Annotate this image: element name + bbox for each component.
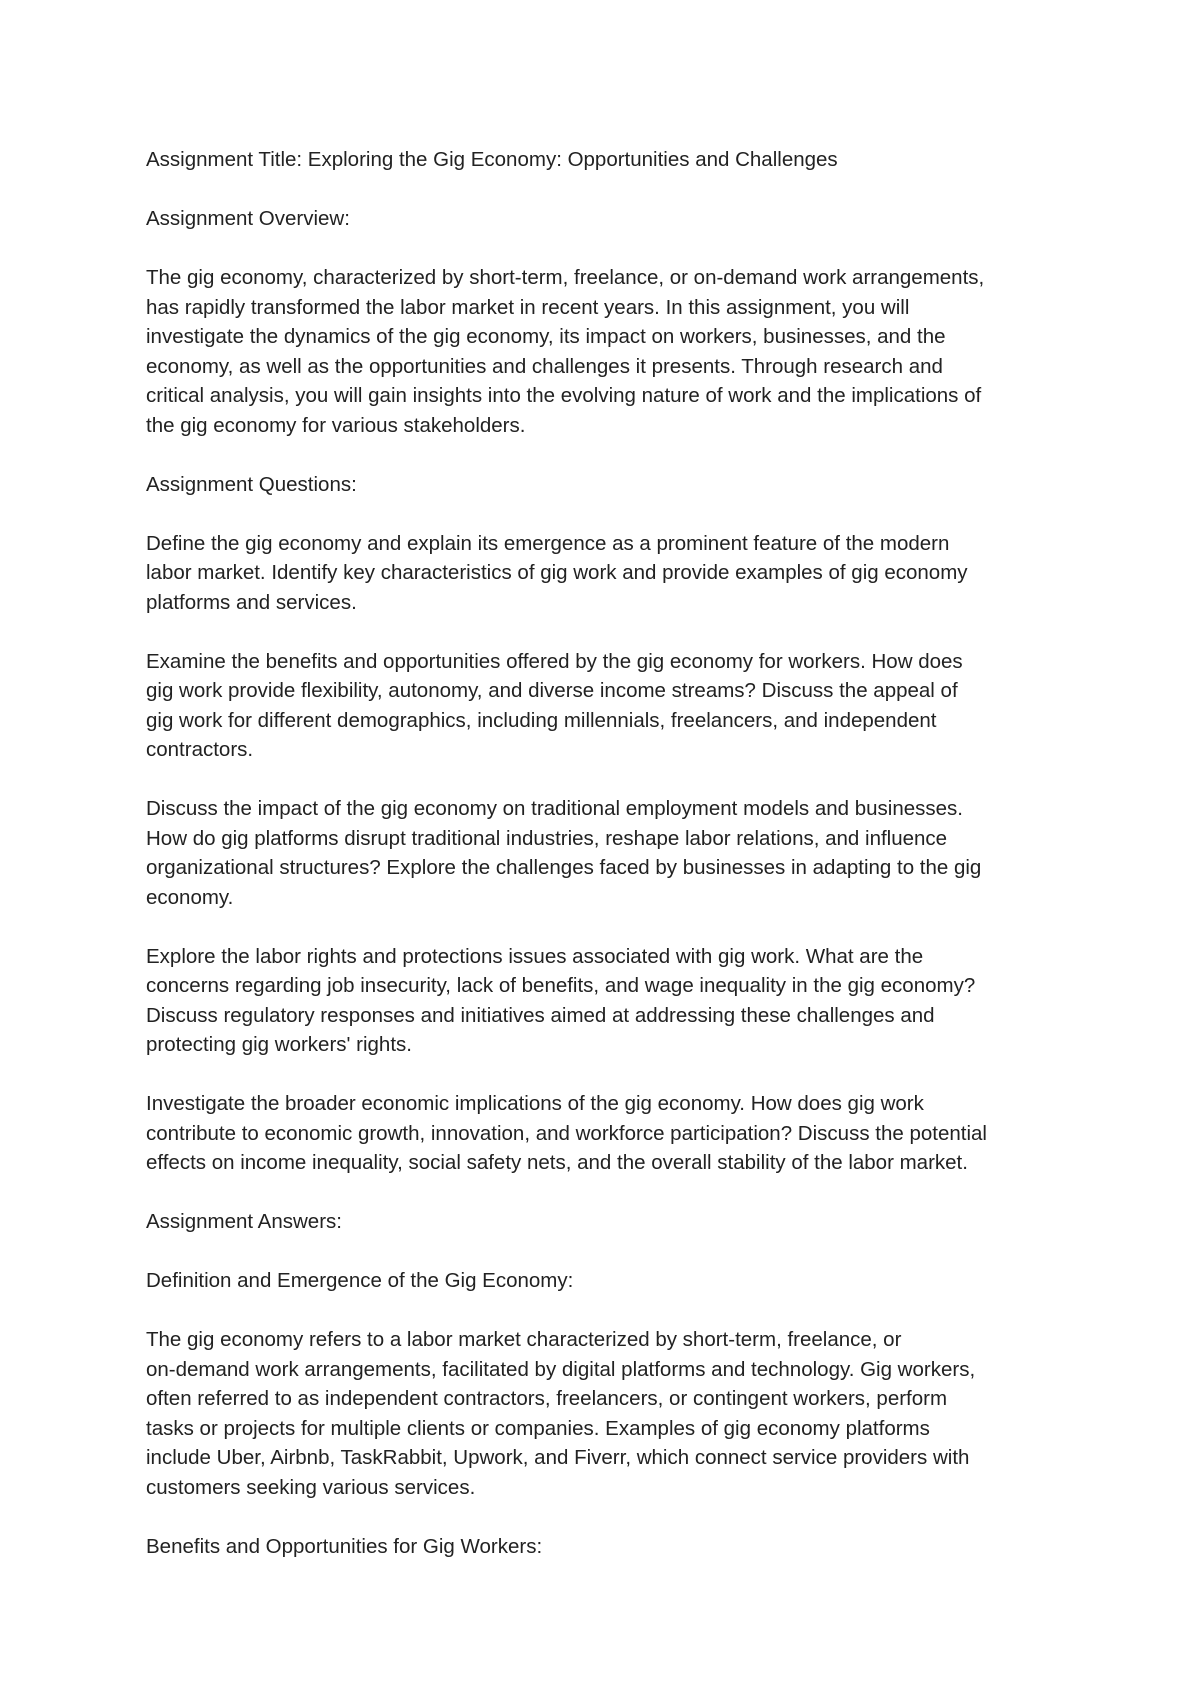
overview-heading: Assignment Overview: xyxy=(146,207,350,230)
question-line: How do gig platforms disrupt traditional industries, reshape labor relations, and influence xyxy=(146,826,948,850)
question-line: gig work for different demographics, including millennials, freelancers, and independent xyxy=(146,708,937,732)
question-paragraph-5 xyxy=(146,1089,1066,1178)
document-page xyxy=(146,145,1066,1591)
question-line: Investigate the broader economic implications of the gig economy. How does gig work xyxy=(146,1092,924,1115)
answer-line: include Uber, Airbnb, TaskRabbit, Upwork, and Fiverr, which connect service providers with xyxy=(146,1446,970,1469)
answer-line: on-demand work arrangements, facilitated by digital platforms and technology. Gig workers, xyxy=(146,1357,976,1381)
question-line: Discuss regulatory responses and initiatives aimed at addressing these challenges and xyxy=(146,1003,935,1027)
question-line: protecting gig workers' rights. xyxy=(146,1033,412,1056)
question-line: organizational structures? Explore the challenges faced by businesses in adapting to the gig xyxy=(146,856,982,879)
overview-line: The gig economy, characterized by short-term, freelance, or on-demand work arrangements, xyxy=(146,266,985,289)
overview-line: the gig economy for various stakeholders. xyxy=(146,413,526,437)
question-line: Examine the benefits and opportunities offered by the gig economy for workers. How does xyxy=(146,649,963,673)
answers-heading: Assignment Answers: xyxy=(146,1210,342,1233)
question-line: contractors. xyxy=(146,738,254,761)
question-line: labor market. Identify key characteristics of gig work and provide examples of gig economy xyxy=(146,561,968,584)
question-line: contribute to economic growth, innovation, and workforce participation? Discuss the potential xyxy=(146,1121,987,1145)
answer2-heading: Benefits and Opportunities for Gig Workers: xyxy=(146,1534,543,1558)
answer-line: customers seeking various services. xyxy=(146,1475,476,1499)
assignment-title: Assignment Title: Exploring the Gig Economy: Opportunities and Challenges xyxy=(146,148,838,171)
question-line: Define the gig economy and explain its emergence as a prominent feature of the modern xyxy=(146,531,950,555)
answer-line: The gig economy refers to a labor market characterized by short-term, freelance, or xyxy=(146,1328,902,1351)
question-line: gig work provide flexibility, autonomy, and diverse income streams? Discuss the appeal of xyxy=(146,679,958,702)
answer-line: often referred to as independent contractors, freelancers, or contingent workers, perform xyxy=(146,1387,948,1410)
question-line: Discuss the impact of the gig economy on traditional employment models and businesses. xyxy=(146,797,964,820)
question-paragraph-3 xyxy=(146,794,1066,912)
overview-line: critical analysis, you will gain insights into the evolving nature of work and the implications of xyxy=(146,384,982,407)
overview-line: economy, as well as the opportunities and challenges it presents. Through research and xyxy=(146,354,943,378)
overview-line: investigate the dynamics of the gig economy, its impact on workers, businesses, and the xyxy=(146,325,946,348)
question-line: platforms and services. xyxy=(146,590,357,614)
answer-line: tasks or projects for multiple clients or companies. Examples of gig economy platforms xyxy=(146,1416,930,1440)
answer1-paragraph xyxy=(146,1325,1066,1502)
question-paragraph-2 xyxy=(146,647,1066,765)
overview-line: has rapidly transformed the labor market in recent years. In this assignment, you will xyxy=(146,295,910,319)
questions-heading: Assignment Questions: xyxy=(146,472,357,496)
question-line: Explore the labor rights and protections issues associated with gig work. What are the xyxy=(146,944,924,968)
overview-paragraph xyxy=(146,263,1066,440)
question-line: economy. xyxy=(146,885,234,909)
question-line: concerns regarding job insecurity, lack of benefits, and wage inequality in the gig economy? xyxy=(146,974,976,997)
question-paragraph-1 xyxy=(146,529,1066,618)
question-line: effects on income inequality, social safety nets, and the overall stability of the labor market. xyxy=(146,1151,968,1174)
answer1-heading: Definition and Emergence of the Gig Economy: xyxy=(146,1269,574,1292)
question-paragraph-4 xyxy=(146,942,1066,1060)
